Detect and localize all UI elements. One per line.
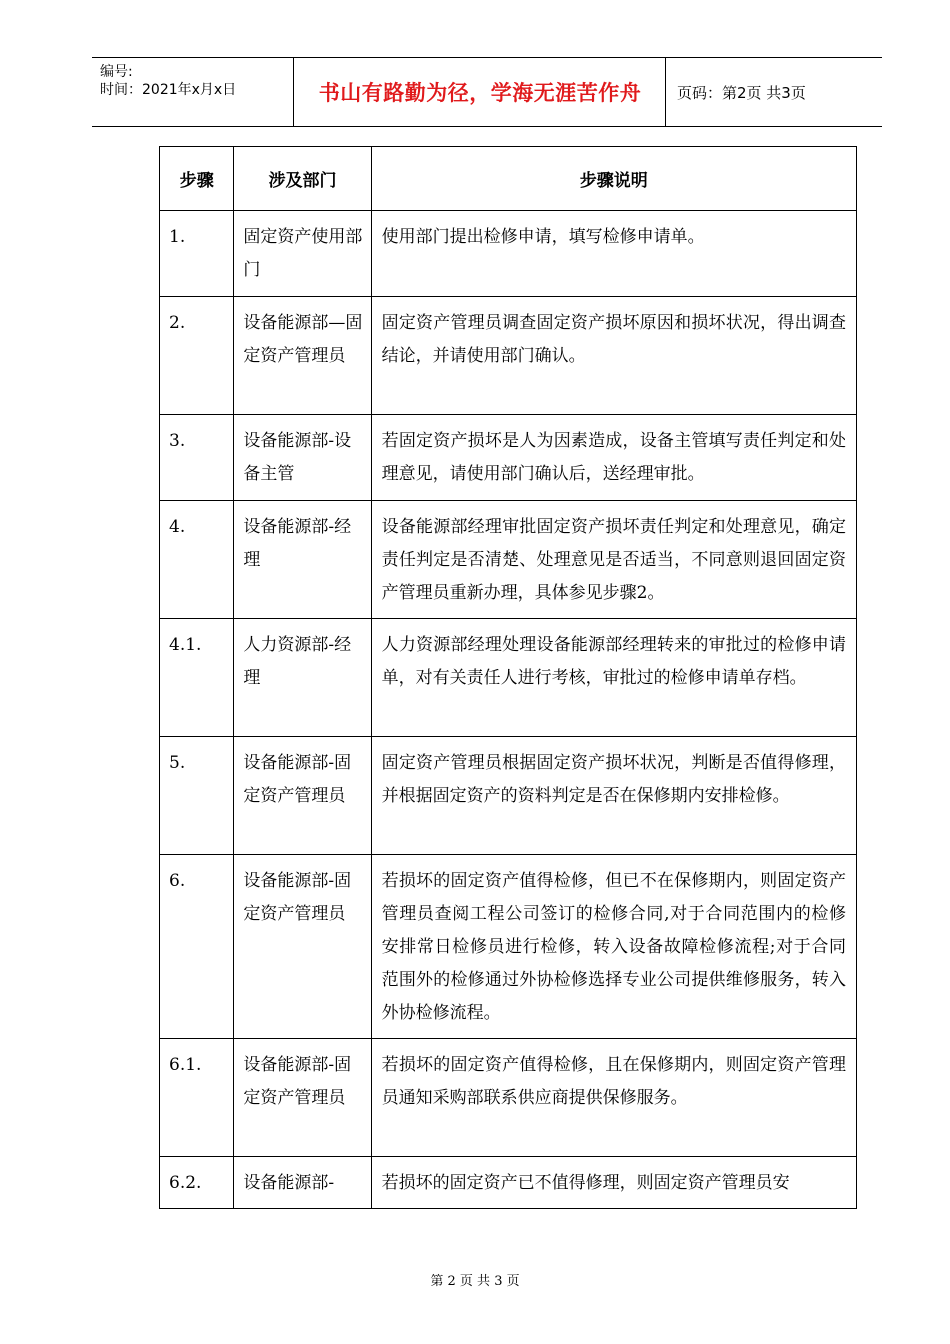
- step-desc: 设备能源部经理审批固定资产损坏责任判定和处理意见，确定责任判定是否清楚、处理意见是否适当，不同意则退回固定资产管理员重新办理，具体参见步骤2。: [371, 501, 856, 619]
- step-dept: 设备能源部—固定资产管理员: [234, 297, 371, 415]
- step-number: 4.: [160, 501, 234, 619]
- step-dept: 设备能源部-固定资产管理员: [234, 1039, 371, 1157]
- step-dept: 设备能源部-: [234, 1157, 371, 1209]
- column-header-step: 步骤: [160, 147, 234, 211]
- step-desc: 若损坏的固定资产值得检修，但已不在保修期内，则固定资产管理员查阅工程公司签订的检修合同,对于合同范围内的检修安排常日检修员进行检修，转入设备故障检修流程;对于合同范围外的检修通过外协检修选择专业公司提供维修服务，转入外协检修流程。: [371, 855, 856, 1039]
- step-number: 6.: [160, 855, 234, 1039]
- table-row: [160, 415, 857, 501]
- table-row: [160, 619, 857, 737]
- page-footer: 第 2 页 共 3 页: [430, 1274, 520, 1289]
- header-divider: [665, 58, 666, 126]
- step-number: 6.2.: [160, 1157, 234, 1209]
- table-row: [160, 297, 857, 415]
- step-desc: 固定资产管理员根据固定资产损坏状况，判断是否值得修理，并根据固定资产的资料判定是否在保修期内安排检修。: [371, 737, 856, 855]
- step-dept: 设备能源部-固定资产管理员: [234, 855, 371, 1039]
- table-row: [160, 211, 857, 297]
- step-desc: 若固定资产损坏是人为因素造成，设备主管填写责任判定和处理意见，请使用部门确认后，送经理审批。: [371, 415, 856, 501]
- table-row: [160, 737, 857, 855]
- document-header: [92, 57, 882, 127]
- step-dept: 设备能源部-设备主管: [234, 415, 371, 501]
- step-desc: 使用部门提出检修申请，填写检修申请单。: [371, 211, 856, 297]
- step-number: 2.: [160, 297, 234, 415]
- header-meta: [100, 63, 236, 99]
- step-number: 5.: [160, 737, 234, 855]
- table-row: [160, 501, 857, 619]
- step-dept: 人力资源部-经理: [234, 619, 371, 737]
- header-page-number: 页码：第2页 共3页: [677, 83, 806, 102]
- column-header-desc: 步骤说明: [371, 147, 856, 211]
- step-dept: 设备能源部-经理: [234, 501, 371, 619]
- time-label: 时间：2021年x月x日: [100, 82, 237, 98]
- step-desc: 固定资产管理员调查固定资产损坏原因和损坏状况，得出调查结论，并请使用部门确认。: [371, 297, 856, 415]
- step-desc: 人力资源部经理处理设备能源部经理转来的审批过的检修申请单，对有关责任人进行考核，审批过的检修申请单存档。: [371, 619, 856, 737]
- serial-label: 编号:: [100, 64, 133, 80]
- steps-table: [159, 146, 857, 1209]
- table-row: [160, 855, 857, 1039]
- header-motto: 书山有路勤为径，学海无涯苦作舟: [318, 81, 642, 105]
- table-row: [160, 1039, 857, 1157]
- step-desc: 若损坏的固定资产已不值得修理，则固定资产管理员安: [371, 1157, 856, 1209]
- step-desc: 若损坏的固定资产值得检修，且在保修期内，则固定资产管理员通知采购部联系供应商提供保修服务。: [371, 1039, 856, 1157]
- step-dept: 固定资产使用部门: [234, 211, 371, 297]
- step-number: 6.1.: [160, 1039, 234, 1157]
- column-header-dept: 涉及部门: [234, 147, 371, 211]
- table-row: [160, 1157, 857, 1209]
- step-dept: 设备能源部-固定资产管理员: [234, 737, 371, 855]
- table-header-row: [160, 147, 857, 211]
- step-number: 3.: [160, 415, 234, 501]
- step-number: 1.: [160, 211, 234, 297]
- step-number: 4.1.: [160, 619, 234, 737]
